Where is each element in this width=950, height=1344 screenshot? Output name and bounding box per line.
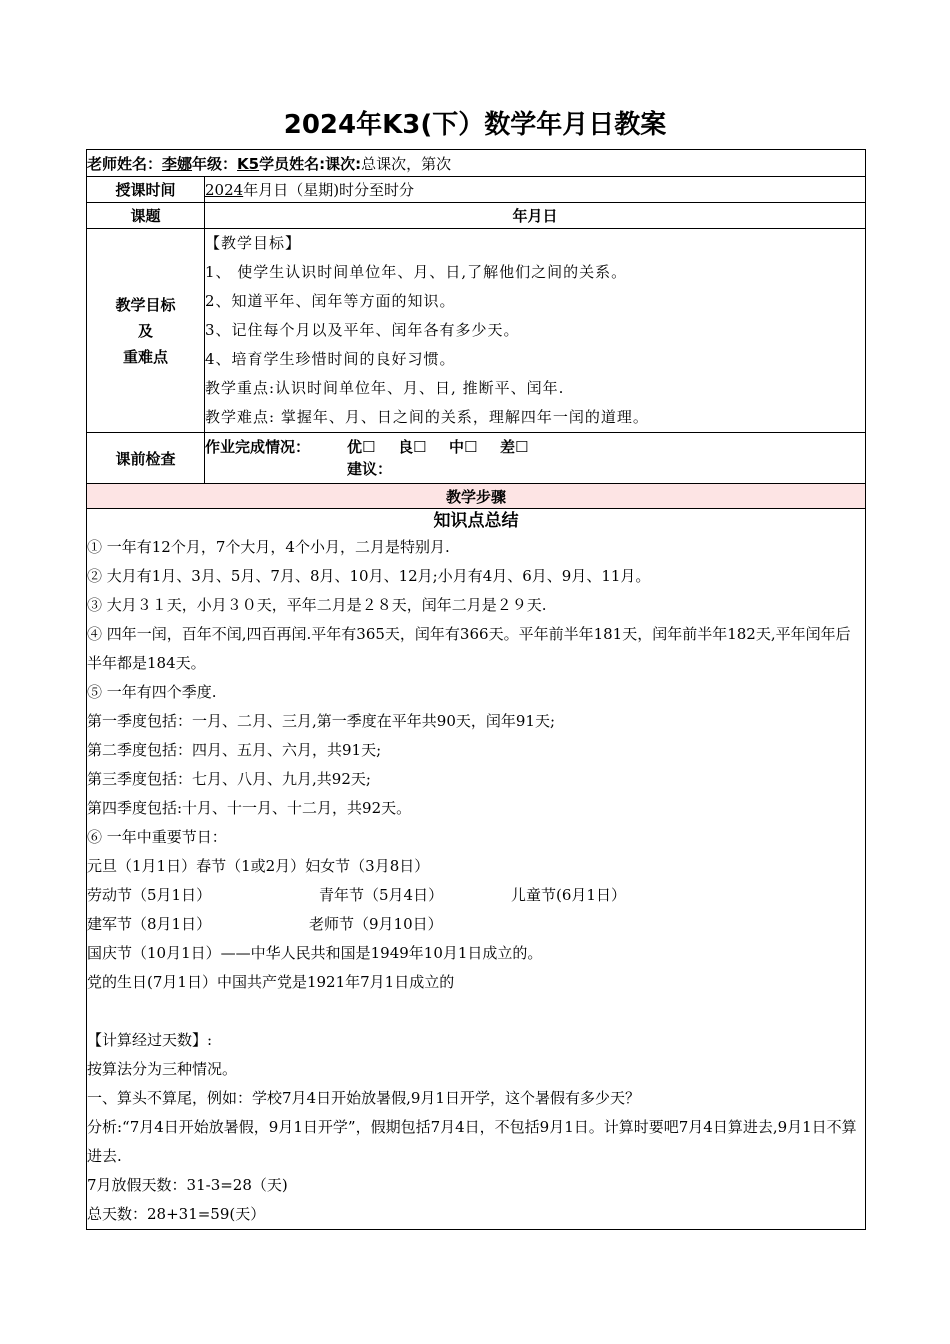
suggestion-label: 建议：: [347, 460, 393, 478]
teacher-name: 李娜: [162, 154, 193, 173]
festival-line: 元旦（1月1日）春节（1或2月）妇女节（3月8日）: [87, 857, 430, 875]
rating-medium-checkbox[interactable]: 中☐: [449, 438, 478, 456]
teaching-body: [87, 509, 866, 1230]
teaching-steps-header: 教学步骤: [87, 484, 866, 509]
goals-label: [87, 229, 205, 433]
calc-line: 按算法分为三种情况。: [87, 1060, 238, 1078]
quarter-line: 第一季度包括：一月、二月、三月,第一季度在平年共90天，闰年91天;: [87, 712, 555, 730]
grade-label: 年级：: [192, 154, 238, 173]
rating-poor-checkbox[interactable]: 差☐: [500, 438, 529, 456]
knowledge-point: ⑤ 一年有四个季度.: [87, 683, 217, 701]
class-time-label: 授课时间: [87, 177, 205, 203]
calc-heading: 【计算经过天数】:: [87, 1031, 213, 1049]
lesson-value: 总课次，第次: [361, 154, 452, 173]
knowledge-point: ③ 大月３１天，小月３０天，平年二月是２８天，闰年二月是２９天.: [87, 596, 547, 614]
pre-class-check-content: [205, 433, 866, 484]
knowledge-point: ④ 四年一闰，百年不闰,四百再闰.平年有365天，闰年有366天。平年前半年181天，闰年前半年182天,平年闰年后半年都是184天。: [87, 625, 851, 672]
knowledge-summary-heading: 知识点总结: [433, 511, 519, 531]
rating-good-checkbox[interactable]: 良☐: [398, 438, 427, 456]
festival-teachers-day: 老师节（9月10日）: [309, 915, 443, 933]
class-time-row: [87, 177, 866, 203]
festival-line: [87, 910, 865, 939]
goals-line: 1、 使学生认识时间单位年、月、日,了解他们之间的关系。: [205, 263, 628, 281]
rating-excellent-checkbox[interactable]: 优☐: [347, 438, 376, 456]
festival-labor-day: 劳动节（5月1日）: [87, 886, 212, 904]
lesson-plan-table: [86, 149, 866, 1230]
quarter-line: 第四季度包括:十月、十一月、十二月，共92天。: [87, 799, 412, 817]
goals-line: 4、培育学生珍惜时间的良好习惯。: [205, 350, 456, 368]
pre-class-check-row: [87, 433, 866, 484]
goals-line: 2、知道平年、闰年等方面的知识。: [205, 292, 456, 310]
goals-line: 教学难点: 掌握年、月、日之间的关系，理解四年一闰的道理。: [205, 408, 649, 426]
topic-row: [87, 203, 866, 229]
knowledge-point: ② 大月有1月、3月、5月、7月、8月、10月、12月;小月有4月、6月、9月、11月。: [87, 567, 651, 585]
class-time-rest: 年月日（星期)时分至时分: [243, 181, 415, 199]
pre-class-check-label: 课前检查: [87, 433, 205, 484]
teacher-label: 老师姓名：: [87, 154, 163, 173]
grade-value: K5: [237, 154, 260, 173]
goals-label-line3: 重难点: [122, 347, 168, 366]
festival-youth-day: 青年节（5月4日）: [319, 886, 444, 904]
calc-line: 总天数：28+31=59(天）: [87, 1205, 266, 1223]
festival-line: [87, 881, 865, 910]
calc-line: 分析:“7月4日开始放暑假，9月1日开学”，假期包括7月4日，不包括9月1日。计算时要吧7月4日算进去,9月1日不算进去.: [87, 1118, 857, 1165]
goals-line: 【教学目标】: [205, 234, 302, 252]
student-label: 学员姓名:: [259, 154, 326, 173]
class-time-year: 2024: [205, 181, 244, 199]
goals-label-line1: 教学目标: [115, 295, 176, 314]
festival-army-day: 建军节（8月1日）: [87, 915, 212, 933]
document-title: 2024年K3(下）数学年月日教案: [283, 110, 667, 140]
quarter-line: 第二季度包括：四月、五月、六月，共91天;: [87, 741, 382, 759]
festival-line: 国庆节（10月1日）——中华人民共和国是1949年10月1日成立的。: [87, 944, 543, 962]
teaching-steps-header-row: [87, 484, 866, 509]
goals-label-line2: 及: [137, 321, 153, 340]
knowledge-point: ⑥ 一年中重要节日：: [87, 828, 227, 846]
goals-content: [205, 229, 866, 433]
calc-line: 一、算头不算尾，例如：学校7月4日开始放暑假,9月1日开学，这个暑假有多少天？: [87, 1089, 640, 1107]
festival-line: 党的生日(7月1日）中国共产党是1921年7月1日成立的: [87, 973, 455, 991]
festival-children-day: 儿童节(6月1日）: [511, 886, 626, 904]
goals-line: 教学重点:认识时间单位年、月、日, 推断平、闰年.: [205, 379, 565, 397]
topic-value: 年月日: [205, 203, 866, 229]
homework-label: 作业完成情况：: [205, 438, 311, 456]
goals-row: [87, 229, 866, 433]
quarter-line: 第三季度包括：七月、八月、九月,共92天;: [87, 770, 371, 788]
goals-line: 3、记住每个月以及平年、闰年各有多少天。: [205, 321, 520, 339]
lesson-label: 课次:: [325, 154, 362, 173]
teacher-info-row: [87, 150, 866, 177]
calc-line: 7月放假天数：31-3=28（天): [87, 1176, 288, 1194]
class-time-value: [205, 177, 866, 203]
teaching-body-row: [87, 509, 866, 1230]
knowledge-point: ① 一年有12个月，7个大月，4个小月，二月是特别月.: [87, 538, 450, 556]
topic-label: 课题: [87, 203, 205, 229]
